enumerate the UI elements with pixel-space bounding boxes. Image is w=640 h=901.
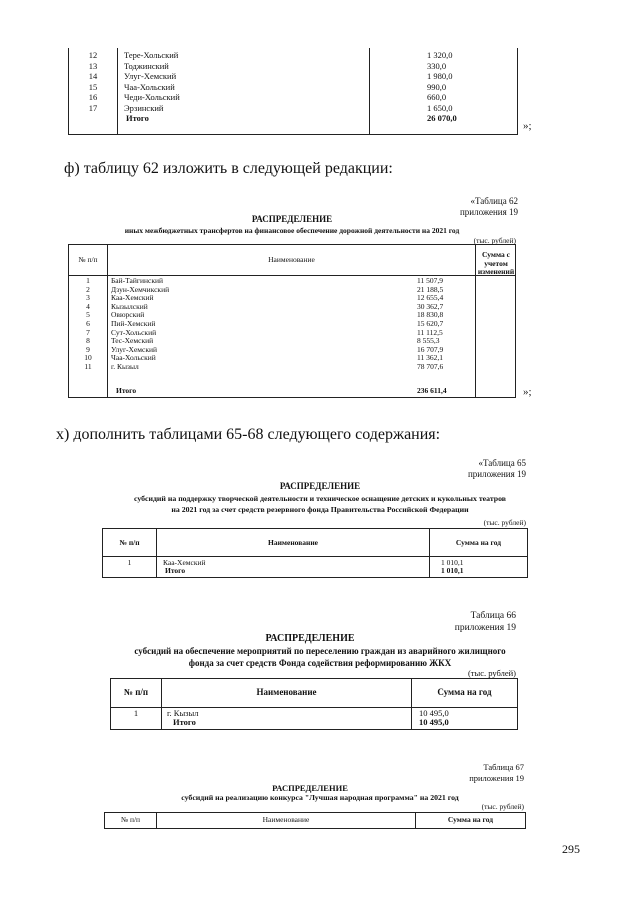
section-x-heading: х) дополнить таблицами 65-68 следующего содержания:: [56, 426, 441, 443]
table65-unit: (тыс. рублей): [483, 518, 526, 527]
row-sum: 8 555,3: [417, 336, 440, 346]
table66-subtitle-line: фонда за счет средств Фонда содействия реформированию ЖКХ: [188, 658, 452, 668]
row-number: 4: [86, 301, 90, 311]
row-sum: 21 188,5: [417, 284, 444, 294]
col-header-sum: Сумма на год: [437, 687, 492, 697]
row-number: 7: [86, 327, 90, 337]
table62-caption-line: «Таблица 62: [470, 196, 518, 206]
row-sum: 660,0: [427, 92, 447, 102]
table65: [102, 528, 528, 578]
table65-caption-line: приложения 19: [467, 469, 526, 479]
row-number: 1: [86, 276, 90, 285]
table62-title: РАСПРЕДЕЛЕНИЕ: [251, 214, 333, 224]
row-name: Эрзинский: [124, 102, 164, 113]
row-number: 8: [86, 336, 90, 346]
table67-subtitle: субсидий на реализацию конкурса "Лучшая народная программа" на 2021 год: [181, 793, 459, 802]
row-names: [111, 277, 411, 372]
table67-title: РАСПРЕДЕЛЕНИЕ: [272, 783, 348, 793]
col-header-sum: Сумма на год: [447, 815, 494, 824]
closing-quote: »;: [523, 386, 532, 398]
row-name: Пий-Хемский: [111, 318, 156, 328]
table62: [68, 244, 516, 398]
table-continuation: [68, 48, 518, 135]
row-sums: [417, 277, 487, 372]
col-header-num: № п/п: [119, 538, 140, 547]
row-name: Чеди-Хольский: [124, 92, 180, 102]
row-number: 14: [88, 71, 98, 81]
row-name: г. Кызыл: [167, 708, 199, 718]
col-header-name: Наименование: [268, 255, 315, 264]
row-number: 5: [86, 310, 90, 320]
row-name: г. Кызыл: [111, 361, 139, 371]
col-header-num: № п/п: [78, 255, 98, 264]
table62-subtitle: иных межбюджетных трансфертов на финансовое обеспечение дорожной деятельности на 2021 год: [124, 226, 460, 235]
row-sum: 330,0: [427, 60, 447, 71]
col-header-sum: Сумма с учетом изменений: [477, 250, 515, 277]
row-sum: 1 010,1: [441, 558, 464, 567]
row-sum: 990,0: [427, 81, 447, 92]
table62-unit: (тыс. рублей): [473, 236, 516, 245]
total-sum: 236 611,4: [417, 386, 447, 395]
total-label: Итого: [116, 386, 137, 395]
row-sum: 1 650,0: [427, 102, 453, 113]
row-name: Улуг-Хемский: [111, 344, 158, 354]
table66-caption: [400, 610, 516, 634]
total-sum: 10 495,0: [419, 717, 449, 727]
table66-unit: (тыс. рублей): [467, 668, 516, 678]
row-sum: 16 707,9: [417, 344, 444, 354]
table66: [110, 678, 518, 730]
row-sum: 11 362,1: [417, 353, 443, 363]
total-sum: 26 070,0: [427, 113, 457, 123]
table65-caption-line: «Таблица 65: [478, 458, 526, 468]
row-name: Сут-Хольский: [111, 327, 157, 337]
row-number: 13: [88, 60, 98, 71]
row-number: 9: [86, 344, 90, 354]
row-number: 10: [84, 353, 92, 363]
row-name: Тоджинский: [124, 60, 169, 71]
row-number: 15: [88, 81, 98, 92]
row-sum: 18 830,8: [417, 310, 444, 320]
row-name: Дзун-Хемчикский: [111, 284, 170, 294]
row-number: 17: [88, 102, 98, 113]
table65-title: РАСПРЕДЕЛЕНИЕ: [279, 481, 361, 491]
col-header-name: Наименование: [262, 815, 310, 824]
table65-subtitle: [60, 493, 580, 515]
row-number: 1: [127, 558, 132, 567]
row-numbers: [69, 50, 117, 113]
row-sum: 10 495,0: [419, 708, 449, 718]
row-number: 12: [88, 50, 98, 60]
table66-title: РАСПРЕДЕЛЕНИЕ: [265, 633, 355, 644]
table66-caption-line: Таблица 66: [470, 611, 516, 621]
table66-subtitle: [80, 645, 560, 669]
row-sum: 15 620,7: [417, 318, 444, 328]
table67-caption-line: приложения 19: [469, 773, 524, 783]
table67: [104, 812, 526, 829]
row-number: 16: [88, 92, 98, 102]
total-label: Итого: [126, 113, 149, 123]
table62-caption-line: приложения 19: [459, 207, 518, 217]
row-number: 3: [86, 293, 90, 303]
row-name: Чаа-Хольский: [124, 81, 175, 92]
row-name: Тере-Хольский: [124, 50, 179, 60]
col-header-num: № п/п: [120, 815, 141, 824]
page-number: 295: [562, 842, 580, 856]
table65-subtitle-line: субсидий на поддержку творческой деятельности и техническое оснащение детских и кукольных театров: [133, 494, 507, 503]
col-header-name: Наименование: [268, 538, 318, 547]
col-header-num: № п/п: [123, 687, 149, 697]
row-number: 1: [133, 708, 139, 718]
row-number: 2: [86, 284, 90, 294]
section-f-heading: ф) таблицу 62 изложить в следующей редакции:: [64, 160, 393, 177]
row-sum: 12 655,4: [417, 293, 444, 303]
row-sum: 1 320,0: [427, 50, 453, 60]
table65-caption: [400, 458, 526, 480]
row-name: Каа-Хемский: [163, 558, 206, 567]
row-sum: 1 980,0: [427, 71, 453, 81]
table67-caption-line: Таблица 67: [483, 762, 524, 772]
table65-subtitle-line: на 2021 год за счет средств резервного фонда Правительства Российской Федерации: [171, 505, 469, 514]
col-header-sum: Сумма на год: [455, 538, 502, 547]
row-number: 11: [84, 361, 92, 371]
row-names: [124, 50, 364, 124]
table67-unit: (тыс. рублей): [481, 802, 524, 811]
row-name: Овюрский: [111, 310, 145, 320]
row-name: Кызылский: [111, 301, 148, 311]
row-name: Чаа-Хольский: [111, 353, 156, 363]
row-name: Бай-Тайгинский: [111, 276, 163, 285]
row-sums: [427, 50, 507, 124]
closing-quote: »;: [523, 120, 532, 132]
total-label: Итого: [165, 566, 186, 575]
total-sum: 1 010,1: [441, 566, 464, 575]
row-sum: 11 507,9: [417, 276, 443, 285]
table66-subtitle-line: субсидий на обеспечение мероприятий по переселению граждан из аварийного жилищного: [134, 646, 506, 656]
total-label: Итого: [173, 717, 196, 727]
row-name: Улуг-Хемский: [124, 71, 177, 81]
row-sum: 78 707,6: [417, 361, 444, 371]
table66-caption-line: приложения 19: [454, 623, 516, 633]
row-number: 6: [86, 318, 90, 328]
row-numbers: [69, 277, 107, 372]
row-sum: 30 362,7: [417, 301, 444, 311]
table67-caption: [400, 762, 524, 784]
row-name: Каа-Хемский: [111, 293, 154, 303]
row-name: Тес-Хемский: [111, 336, 154, 346]
col-header-name: Наименование: [256, 687, 317, 697]
row-sum: 11 112,5: [417, 327, 443, 337]
